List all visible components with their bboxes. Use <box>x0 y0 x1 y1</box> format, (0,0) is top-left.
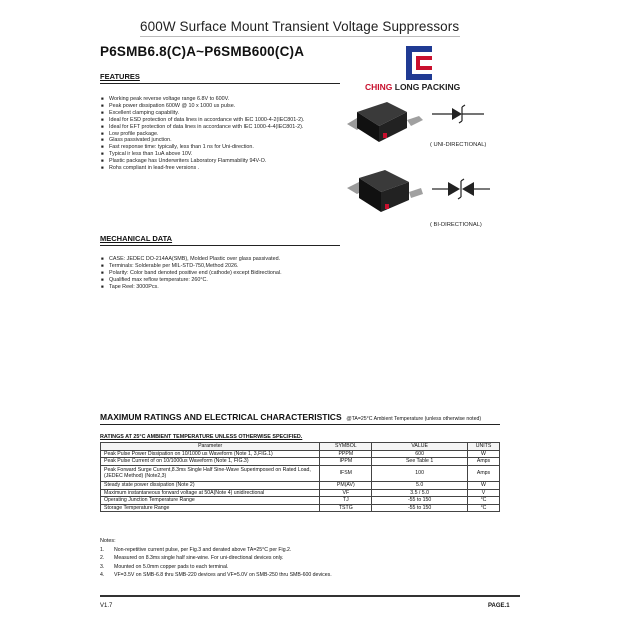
smb-package-uni-icon <box>345 100 425 146</box>
parameter-cell: Peak Pulse Current of on 10/1000us Waveform (Note 1, FIG.3) <box>101 458 320 466</box>
symbol-cell: IPPM <box>320 458 372 466</box>
mechanical-list <box>100 256 360 291</box>
column-header: Parameter <box>101 443 320 451</box>
ratings-rule <box>100 424 500 425</box>
notes-list <box>100 546 332 579</box>
value-cell: 3.5 / 5.0 <box>372 489 468 497</box>
table-row <box>101 481 500 489</box>
feature-item: ■ Peak power dissipation 600W @ 10 x 1000 us pulse. <box>100 103 360 110</box>
part-number: P6SMB6.8(C)A~P6SMB600(C)A <box>100 44 305 59</box>
mechanical-heading: MECHANICAL DATA <box>100 234 173 243</box>
column-header: VALUE <box>372 443 468 451</box>
parameter-cell: Storage Temperature Range <box>101 504 320 512</box>
column-header: UNITS <box>468 443 500 451</box>
features-list <box>100 96 360 172</box>
table-row <box>101 465 500 481</box>
feature-item: ■ Typical ir less than 1uA above 10V. <box>100 151 360 158</box>
feature-item: ■ Plastic package has Underwriters Laboratory Flammability 94V-O. <box>100 158 360 165</box>
unit-cell: Amps <box>468 458 500 466</box>
company-name <box>365 82 460 92</box>
company-name-rest: LONG PACKING <box>394 82 461 92</box>
unit-cell: °C <box>468 504 500 512</box>
table-row <box>101 458 500 466</box>
ratings-section-title-text: MAXIMUM RATINGS AND ELECTRICAL CHARACTERISTICS <box>100 412 342 422</box>
mechanical-item: ■ Terminals: Solderable per MIL-STD-750,Method 2026. <box>100 263 360 270</box>
ratings-section-title <box>100 412 481 422</box>
feature-item: ■ Excellent clamping capability. <box>100 110 360 117</box>
title-underline <box>140 36 460 37</box>
symbol-cell: TSTG <box>320 504 372 512</box>
unit-cell: Amps <box>468 465 500 481</box>
table-row <box>101 450 500 458</box>
value-cell: 5.0 <box>372 481 468 489</box>
ratings-section-note: @TA=25°C Ambient Temperature (unless otherwise noted) <box>346 416 482 422</box>
feature-item: ■ Fast response time: typically, less than 1 ns for Uni-direction. <box>100 144 360 151</box>
parameter-cell: Steady state power dissipation (Note 2) <box>101 481 320 489</box>
footer-rule <box>100 595 520 597</box>
note-item: 3. Mounted on 5.0mm copper pads to each terminal. <box>100 563 229 570</box>
symbol-cell: IFSM <box>320 465 372 481</box>
feature-item: ■ Ideal for EFT protection of data lines in accordance with IEC 1000-4-4(IEC801-2). <box>100 124 330 131</box>
table-row <box>101 504 500 512</box>
parameter-cell: Peak Forward Surge Current,8.3ms Single Half Sine-Wave Superimposed on Rated Load,(JEDEC Method) (Note2,3) <box>101 465 320 481</box>
bi-directional-label: ( BI-DIRECTIONAL) <box>430 222 482 228</box>
note-item: 1. Non-repetitive current pulse, per Fig.3 and derated above TA=25°C per Fig.2. <box>100 547 292 553</box>
parameter-cell: Maximum instantaneous forward voltage at 50A(Note 4) unidirectional <box>101 489 320 497</box>
unit-cell: W <box>468 481 500 489</box>
uni-directional-label: ( UNI-DIRECTIONAL) <box>430 142 487 148</box>
unit-cell: °C <box>468 497 500 505</box>
symbol-cell: VF <box>320 489 372 497</box>
ratings-table-heading: RATINGS AT 25°C AMBIENT TEMPERATURE UNLESS OTHERWISE SPECIFIED. <box>100 434 303 440</box>
smb-package-bi-icon <box>345 168 425 218</box>
table-row <box>101 497 500 505</box>
feature-item: ■ Low profile package. <box>100 131 360 138</box>
column-header: SYMBOL <box>320 443 372 451</box>
value-cell: See Table 1 <box>372 458 468 466</box>
value-cell: -55 to 150 <box>372 504 468 512</box>
feature-item: ■ Rohs compliant in lead-free versions . <box>100 165 360 172</box>
parameter-cell: Operating Junction Temperature Range <box>101 497 320 505</box>
mechanical-item: ■ CASE: JEDEC DO-214AA(SMB), Molded Plastic over glass passivated. <box>100 256 360 263</box>
table-row <box>101 489 500 497</box>
mechanical-rule <box>100 245 340 246</box>
notes-heading: Notes: <box>100 538 116 544</box>
unit-cell: V <box>468 489 500 497</box>
value-cell: 600 <box>372 450 468 458</box>
features-rule <box>100 83 340 84</box>
unit-cell: W <box>468 450 500 458</box>
document-title: 600W Surface Mount Transient Voltage Suppressors <box>140 19 460 34</box>
mechanical-item: ■ Polarity: Color band denoted positive end (cathode) except Bidirectional. <box>100 270 320 277</box>
mechanical-item: ■ Qualified max reflow temperature: 260°C. <box>100 277 360 284</box>
feature-item: ■ Glass passivated junction. <box>100 137 360 144</box>
note-item: 2. Measured on 8.3ms single half sine-wine. For uni-directional devices only. <box>100 555 284 562</box>
unidirectional-diode-symbol-icon <box>430 104 486 124</box>
parameter-cell: Peak Pulse Power Dissipation on 10/1000 us Waveform (Note 1, 3,FIG.1) <box>101 450 320 458</box>
version-label: V1.7 <box>100 603 113 609</box>
symbol-cell: PM(AV) <box>320 481 372 489</box>
company-name-lead: CHING <box>365 82 395 92</box>
feature-item: ■ Ideal for ESD protection of data lines in accordance with IEC 1000-4-2(IEC801-2). <box>100 117 330 124</box>
note-item: 4. VF=3.5V on SMB-6.8 thru SMB-220 devices and VF=5.0V on SMB-250 thru SMB-600 devices. <box>100 571 332 578</box>
value-cell: -55 to 150 <box>372 497 468 505</box>
page-number: PAGE.1 <box>488 603 510 609</box>
feature-item: ■ Working peak reverse voltage range 6.8V to 600V. <box>100 96 360 103</box>
value-cell: 100 <box>372 465 468 481</box>
mechanical-item: ■ Tape Reel: 3000Pcs. <box>100 284 360 291</box>
ratings-table <box>100 442 500 512</box>
bidirectional-diode-symbol-icon <box>430 178 492 200</box>
features-heading: FEATURES <box>100 72 140 81</box>
symbol-cell: PPPM <box>320 450 372 458</box>
company-logo-icon <box>406 46 432 80</box>
symbol-cell: TJ <box>320 497 372 505</box>
table-header-row <box>101 443 500 451</box>
